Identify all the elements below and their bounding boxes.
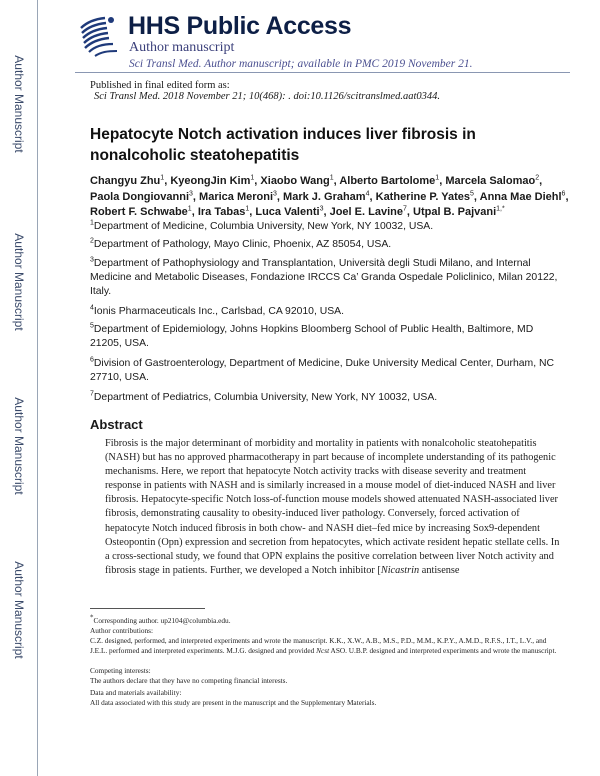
competing-interests-label: Competing interests:: [90, 666, 151, 675]
author-name: Marica Meroni$^3$: [199, 189, 277, 203]
author-name: Paola Dongiovanni$^3$: [90, 189, 193, 203]
contributions-label: Author contributions:: [90, 626, 154, 635]
author-manuscript-subtitle: Author manuscript: [129, 40, 235, 55]
journal-availability-text: Sci Transl Med. Author manuscript; available in PMC 2019 November 21.: [129, 58, 473, 70]
affiliation: $^3$Department of Pathophysiology and Transplantation, Università degli Studi Milano, and Internal Medicine and Metabolic Diseases, Fondazione IRCCS Ca’ Granda Ospedale Policlinico, Milan 20122, Italy.: [90, 256, 558, 297]
hhs-public-access-title: HHS Public Access: [128, 12, 352, 40]
data-availability-label: Data and materials availability:: [90, 688, 182, 697]
author-name: Utpal B. Pajvani$^{1,*}$: [413, 205, 505, 218]
affiliation: $^2$Department of Pathology, Mayo Clinic, Phoenix, AZ 85054, USA.: [90, 237, 392, 250]
sidebar-divider: [37, 0, 38, 776]
author-name: Mark J. Graham$^4$: [283, 189, 370, 203]
affiliation: $^5$Department of Epidemiology, Johns Hopkins Bloomberg School of Public Health, Baltimore, MD 21205, USA.: [90, 322, 534, 349]
corresponding-author-note: *Corresponding author. up2104@columbia.edu.: [90, 613, 231, 625]
journal-availability-line: [129, 58, 472, 70]
paper-title: Hepatocyte Notch activation induces liver fibrosis in nonalcoholic steatohepatitis: [90, 126, 476, 164]
author-name: Katherine P. Yates$^5$: [375, 189, 474, 203]
author-name: Marcela Salomao$^2$: [445, 174, 540, 187]
hhs-eagle-logo-icon: [75, 8, 121, 64]
author-name: Ira Tabas$^1$: [197, 205, 250, 218]
citation: [94, 90, 440, 103]
author-name: Luca Valenti$^3$: [255, 205, 324, 218]
abstract-heading: Abstract: [90, 417, 143, 432]
author-manuscript-sidebar: Author Manuscript Author Manuscript Author Manuscript Author Manuscript: [12, 55, 26, 659]
affiliation: $^4$Ionis Pharmaceuticals Inc., Carlsbad, CA 92010, USA.: [90, 304, 344, 317]
contributions-text: C.Z. designed, performed, and interpreted experiments and wrote the manuscript. K.K., X.W., A.B., M.S., P.D., M.M., K.P.Y., A.M.D., R.F.S., I.T., L.V., and J.E.L. performed and interpreted experiments. M.J.G. designed and provided Ncst ASO. U.B.P. designed and interpreted experiments and wrote the manuscript.: [90, 636, 557, 655]
competing-interests-text: The authors declare that they have no competing financial interests.: [90, 676, 288, 685]
footnote-divider: [90, 608, 205, 609]
affiliation: $^1$Department of Medicine, Columbia University, New York, NY 10032, USA.: [90, 219, 434, 232]
author-list: Changyu Zhu$^1$, KyeongJin Kim$^1$, Xiaobo Wang$^1$, Alberto Bartolome$^1$, Marcela Salomao$^2$, Paola Dongiovanni$^3$, Marica Meroni$^3$, Mark J. Graham$^4$, Katherine P. Yates$^5$, Anna Mae Diehl$^6$, Robert F. Schwabe$^1$, Ira Tabas$^1$, Luca Valenti$^3$, Joel E. Lavine$^7$, Utpal B. Pajvani$^{1,*}$: [90, 174, 569, 218]
author-name: Changyu Zhu$^1$: [90, 174, 165, 187]
author-name: Robert F. Schwabe$^1$: [90, 205, 192, 218]
data-availability-text: All data associated with this study are present in the manuscript and the Supplementary Materials.: [90, 698, 377, 707]
affiliation: $^6$Division of Gastroenterology, Department of Medicine, Duke University Medical Center, Durham, NC 27710, USA.: [90, 356, 554, 383]
author-name: Anna Mae Diehl$^6$: [479, 189, 566, 203]
abstract-body: Fibrosis is the major determinant of morbidity and mortality in patients with nonalcoholic steatohepatitis (NASH) but has no approved pharmacotherapy in part because of incomplete understanding of its pathogenic mechanisms. Here, we report that hepatocyte Notch activity tracks with disease severity and treatment response in patients with NASH and is similarly increased in a mouse model of diet-induced NASH and liver fibrosis. Hepatocyte-specific Notch loss-of-function mouse models showed attenuated NASH-associated liver fibrosis, demonstrating causality to obesity-induced liver pathology. Conversely, forced activation of hepatocyte Notch induced fibrosis in both chow- and NASH diet–fed mice by increasing Sox9-dependent Osteopontin (Opn) expression and secretion from hepatocytes, which activate resident hepatic stellate cells. In a cross-sectional study, we found that OPN explains the positive correlation between liver Notch activity and fibrosis stage in patients. Further, we developed a Notch inhibitor [Nicastrin antisense: [105, 438, 560, 576]
author-name: Xiaobo Wang$^1$: [260, 174, 334, 187]
author-name: Alberto Bartolome$^1$: [339, 174, 440, 187]
author-name: Joel E. Lavine$^7$: [329, 205, 407, 218]
affiliation: $^7$Department of Pediatrics, Columbia University, New York, NY 10032, USA.: [90, 390, 438, 403]
citation-text: Sci Transl Med. 2018 November 21; 10(468): . doi:10.1126/scitranslmed.aat0344.: [94, 91, 440, 102]
published-label: Published in final edited form as:: [90, 80, 230, 91]
author-name: KyeongJin Kim$^1$: [170, 174, 255, 187]
hhs-header: [75, 8, 575, 74]
header-divider: [75, 72, 570, 73]
